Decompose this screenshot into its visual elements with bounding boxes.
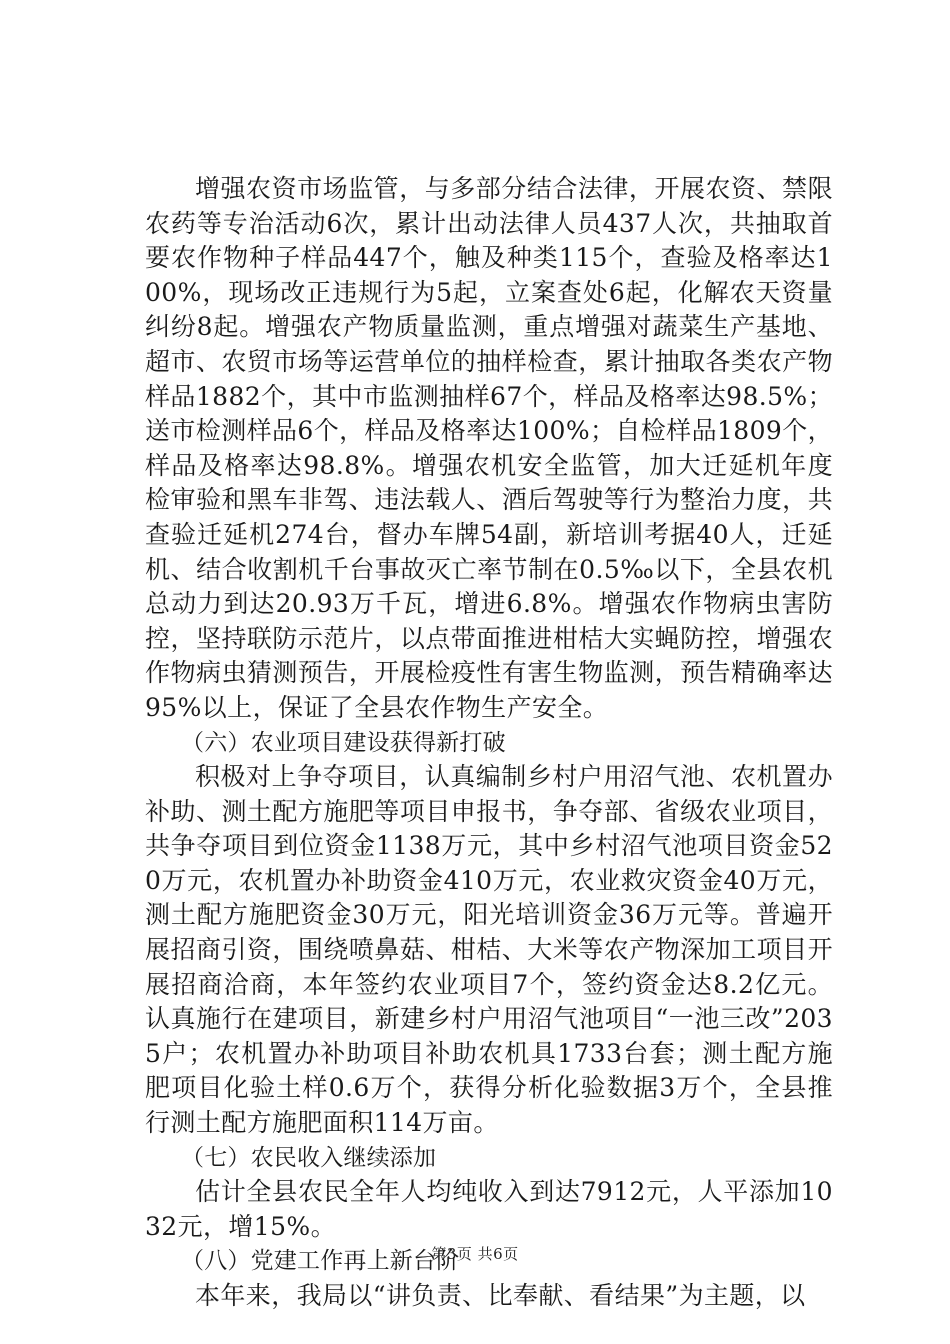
section-heading-8: （八）党建工作再上新台阶 (181, 1248, 460, 1275)
paragraph-projects: 积极对上争夺项目，认真编制乡村户用沼气池、农机置办补助、测土配方施肥等项目申报书，争夺部、省级农业项目，共争夺项目到位资金1138万元，其中乡村沼气池项目资金520万元，农机置办补助资金410万元，农业救灾资金40万元，测土配方施肥资金30万元，阳光培训资金36万元等。普遍开展招商引资，围绕喷鼻菇、柑桔、大米等农产物深加工项目开展招商洽商，本年签约农业项目7个，签约资金达8.2亿元。认真施行在建项目，新建乡村户用沼气池项目“一池三改”2035户；农机置办补助项目补助农机具1733台套；测土配方施肥项目化验土样0.6万个，获得分析化验数据3万个，全县推行测土配方施肥面积114万亩。 (145, 762, 833, 1138)
page-footer: 第3页 共6页 (431, 1245, 519, 1263)
paragraph-income: 估计全县农民全年人均纯收入到达7912元，人平添加1032元，增15%。 (145, 1177, 833, 1241)
section-heading-6: （六）农业项目建设获得新打破 (181, 729, 506, 756)
paragraph-party-building: 本年来，我局以“讲负责、比奉献、看结果”为主题，以 (195, 1281, 806, 1310)
document-body (145, 172, 833, 1314)
section-heading-7: （七）农民收入继续添加 (181, 1144, 437, 1171)
paragraph-market-supervision: 增强农资市场监管，与多部分结合法律，开展农资、禁限农药等专治活动6次，累计出动法律人员437人次，共抽取首要农作物种子样品447个，触及种类115个，查验及格率达100%，现场改正违规行为5起，立案查处6起，化解农天资量纠纷8起。增强农产物质量监测，重点增强对蔬菜生产基地、超市、农贸市场等运营单位的抽样检查，累计抽取各类农产物样品1882个，其中市监测抽样67个，样品及格率达98.5%；送市检测样品6个，样品及格率达100%；自检样品1809个，样品及格率达98.8%。增强农机安全监管，加大迁延机年度检审验和黑车非驾、违法载人、酒后驾驶等行为整治力度，共查验迁延机274台，督办车牌54副，新培训考据40人，迁延机、结合收割机千台事故灭亡率节制在0.5‰以下，全县农机总动力到达20.93万千瓦，增进6.8%。增强农作物病虫害防控，坚持联防示范片，以点带面推进柑桔大实蝇防控，增强农作物病虫猜测预告，开展检疫性有害生物监测，预告精确率达95%以上，保证了全县农作物生产安全。 (145, 174, 834, 722)
